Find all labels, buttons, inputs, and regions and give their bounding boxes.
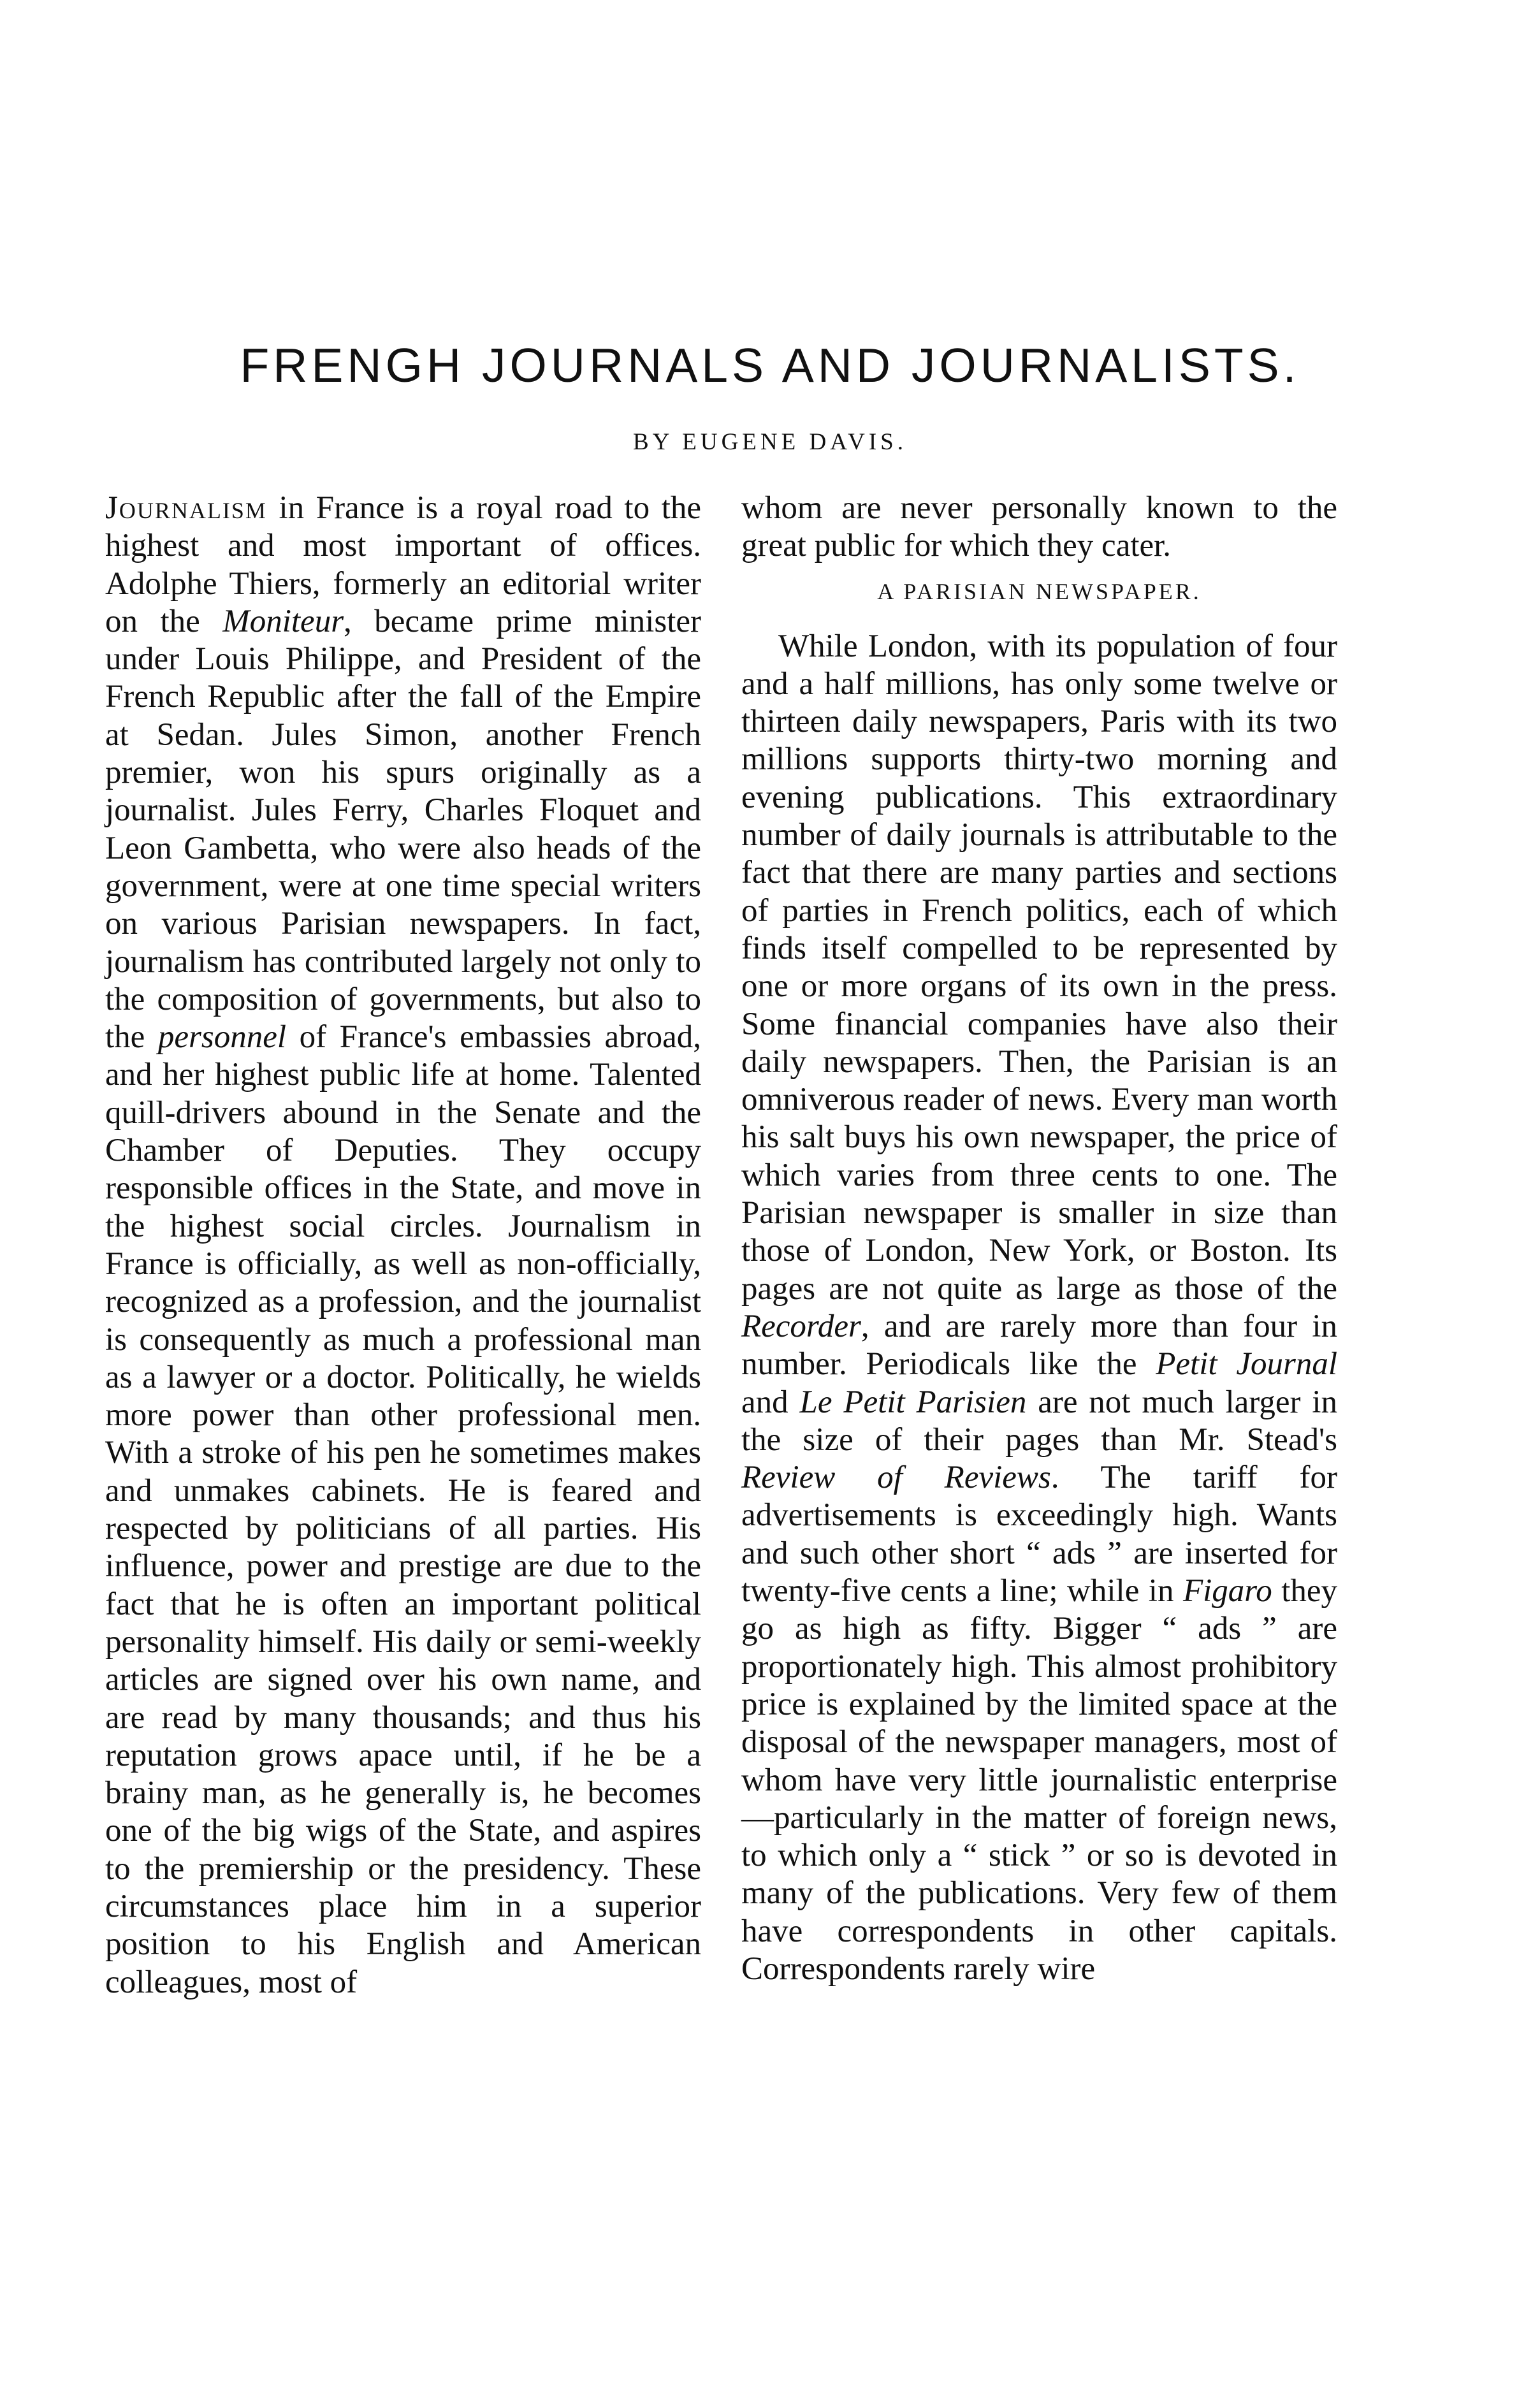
paragraph-text: are not much larger in the size of their pages than Mr. Stead's [741, 1384, 1338, 1458]
paragraph-text: they go as high as fifty. Bigger “ ads ” are proportionately high. This almost prohibitory price is explained by the limited space at the disposal of the newspaper managers, most of whom have very little journalistic enterprise—particularly in the matter of foreign news, to which only a “ stick ” or so is devoted in many of the publications. Very few of them have correspondents in other capitals. Correspondents rarely wire [741, 1573, 1337, 1987]
lead-smallcaps: Journalism [105, 490, 267, 526]
section-heading: A PARISIAN NEWSPAPER. [877, 578, 1202, 604]
italic-personnel: personnel [157, 1019, 287, 1056]
paragraph-text: . The tariff for advertisements is exceedingly high. Wants and such other short “ ads ” are inserted for twenty-five cents a line; while in [741, 1460, 1338, 1609]
italic-review-of-reviews: Review of Reviews [741, 1460, 1051, 1496]
paragraph-text: in France is a royal road to the highest and most important of offices. Adolphe Thiers, formerly an editorial writer on the [105, 490, 701, 639]
byline: BY EUGENE DAVIS. [632, 429, 908, 455]
paragraph-text: of France's embassies abroad, and her highest public life at home. Talented quill-drivers abound in the Senate and the Chamber of Deputies. They occupy responsible offices in the State, and move in the highest social circles. Journalism in France is officially, as well as non-officially, recognized as a profession, and the journalist is consequently as much a professional man as a lawyer or a doctor. Politically, he wields more power than other professional men. With a stroke of his pen he sometimes makes and unmakes cabinets. He is feared and respected by politicians of all parties. His influence, power and prestige are due to the fact that he is often an important political personality himself. His daily or semi-weekly articles are signed over his own name, and are read by many thousands; and thus his reputation grows apace until, if he be a brainy man, as he generally is, he becomes one of the big wigs of the State, and aspires to the premiership or the presidency. These circumstances place him in a superior position to his English and American colleagues, most of [105, 1019, 701, 2000]
paragraph-text: and [741, 1384, 800, 1420]
paragraph-continuation: whom are never personally known to the great public for which they cater. [741, 490, 1337, 564]
italic-petit-parisien: Le Petit Parisien [799, 1384, 1027, 1420]
italic-recorder: Recorder [741, 1308, 861, 1344]
italic-petit-journal: Petit Journal [1156, 1346, 1338, 1383]
left-column [105, 490, 701, 2001]
italic-moniteur: Moniteur [222, 603, 344, 639]
article-title: FRENGH JOURNALS AND JOURNALISTS. [240, 338, 1300, 392]
italic-figaro: Figaro [1182, 1573, 1272, 1609]
paragraph-journalism [105, 490, 701, 2001]
paragraph-text: , and are rarely more than four in number. Periodicals like the [741, 1308, 1337, 1383]
right-column [741, 490, 1337, 1988]
paragraph-text: , became prime minister under Louis Philippe, and President of the French Republic after the fall of the Empire at Sedan. Jules Simon, another French premier, won his spurs originally as a journalist. Jules Ferry, Charles Floquet and Leon Gambetta, who were also heads of the government, were at one time special writers on various Parisian newspapers. In fact, journalism has contributed largely not only to the composition of governments, but also to the [105, 603, 701, 1056]
paragraph-parisian-newspaper [741, 628, 1337, 1989]
paragraph-text: While London, with its population of four and a half millions, has only some twelve or thirteen daily newspapers, Paris with its two millions supports thirty-two morning and evening publications. This extraordinary number of daily journals is attributable to the fact that there are many parties and sections of parties in French politics, each of which finds itself compelled to be represented by one or more organs of its own in the press. Some financial companies have also their daily newspapers. Then, the Parisian is an omniverous reader of news. Every man worth his salt buys his own newspaper, the price of which varies from three cents to one. The Parisian newspaper is smaller in size than those of London, New York, or Boston. Its pages are not quite as large as those of the [741, 628, 1337, 1307]
